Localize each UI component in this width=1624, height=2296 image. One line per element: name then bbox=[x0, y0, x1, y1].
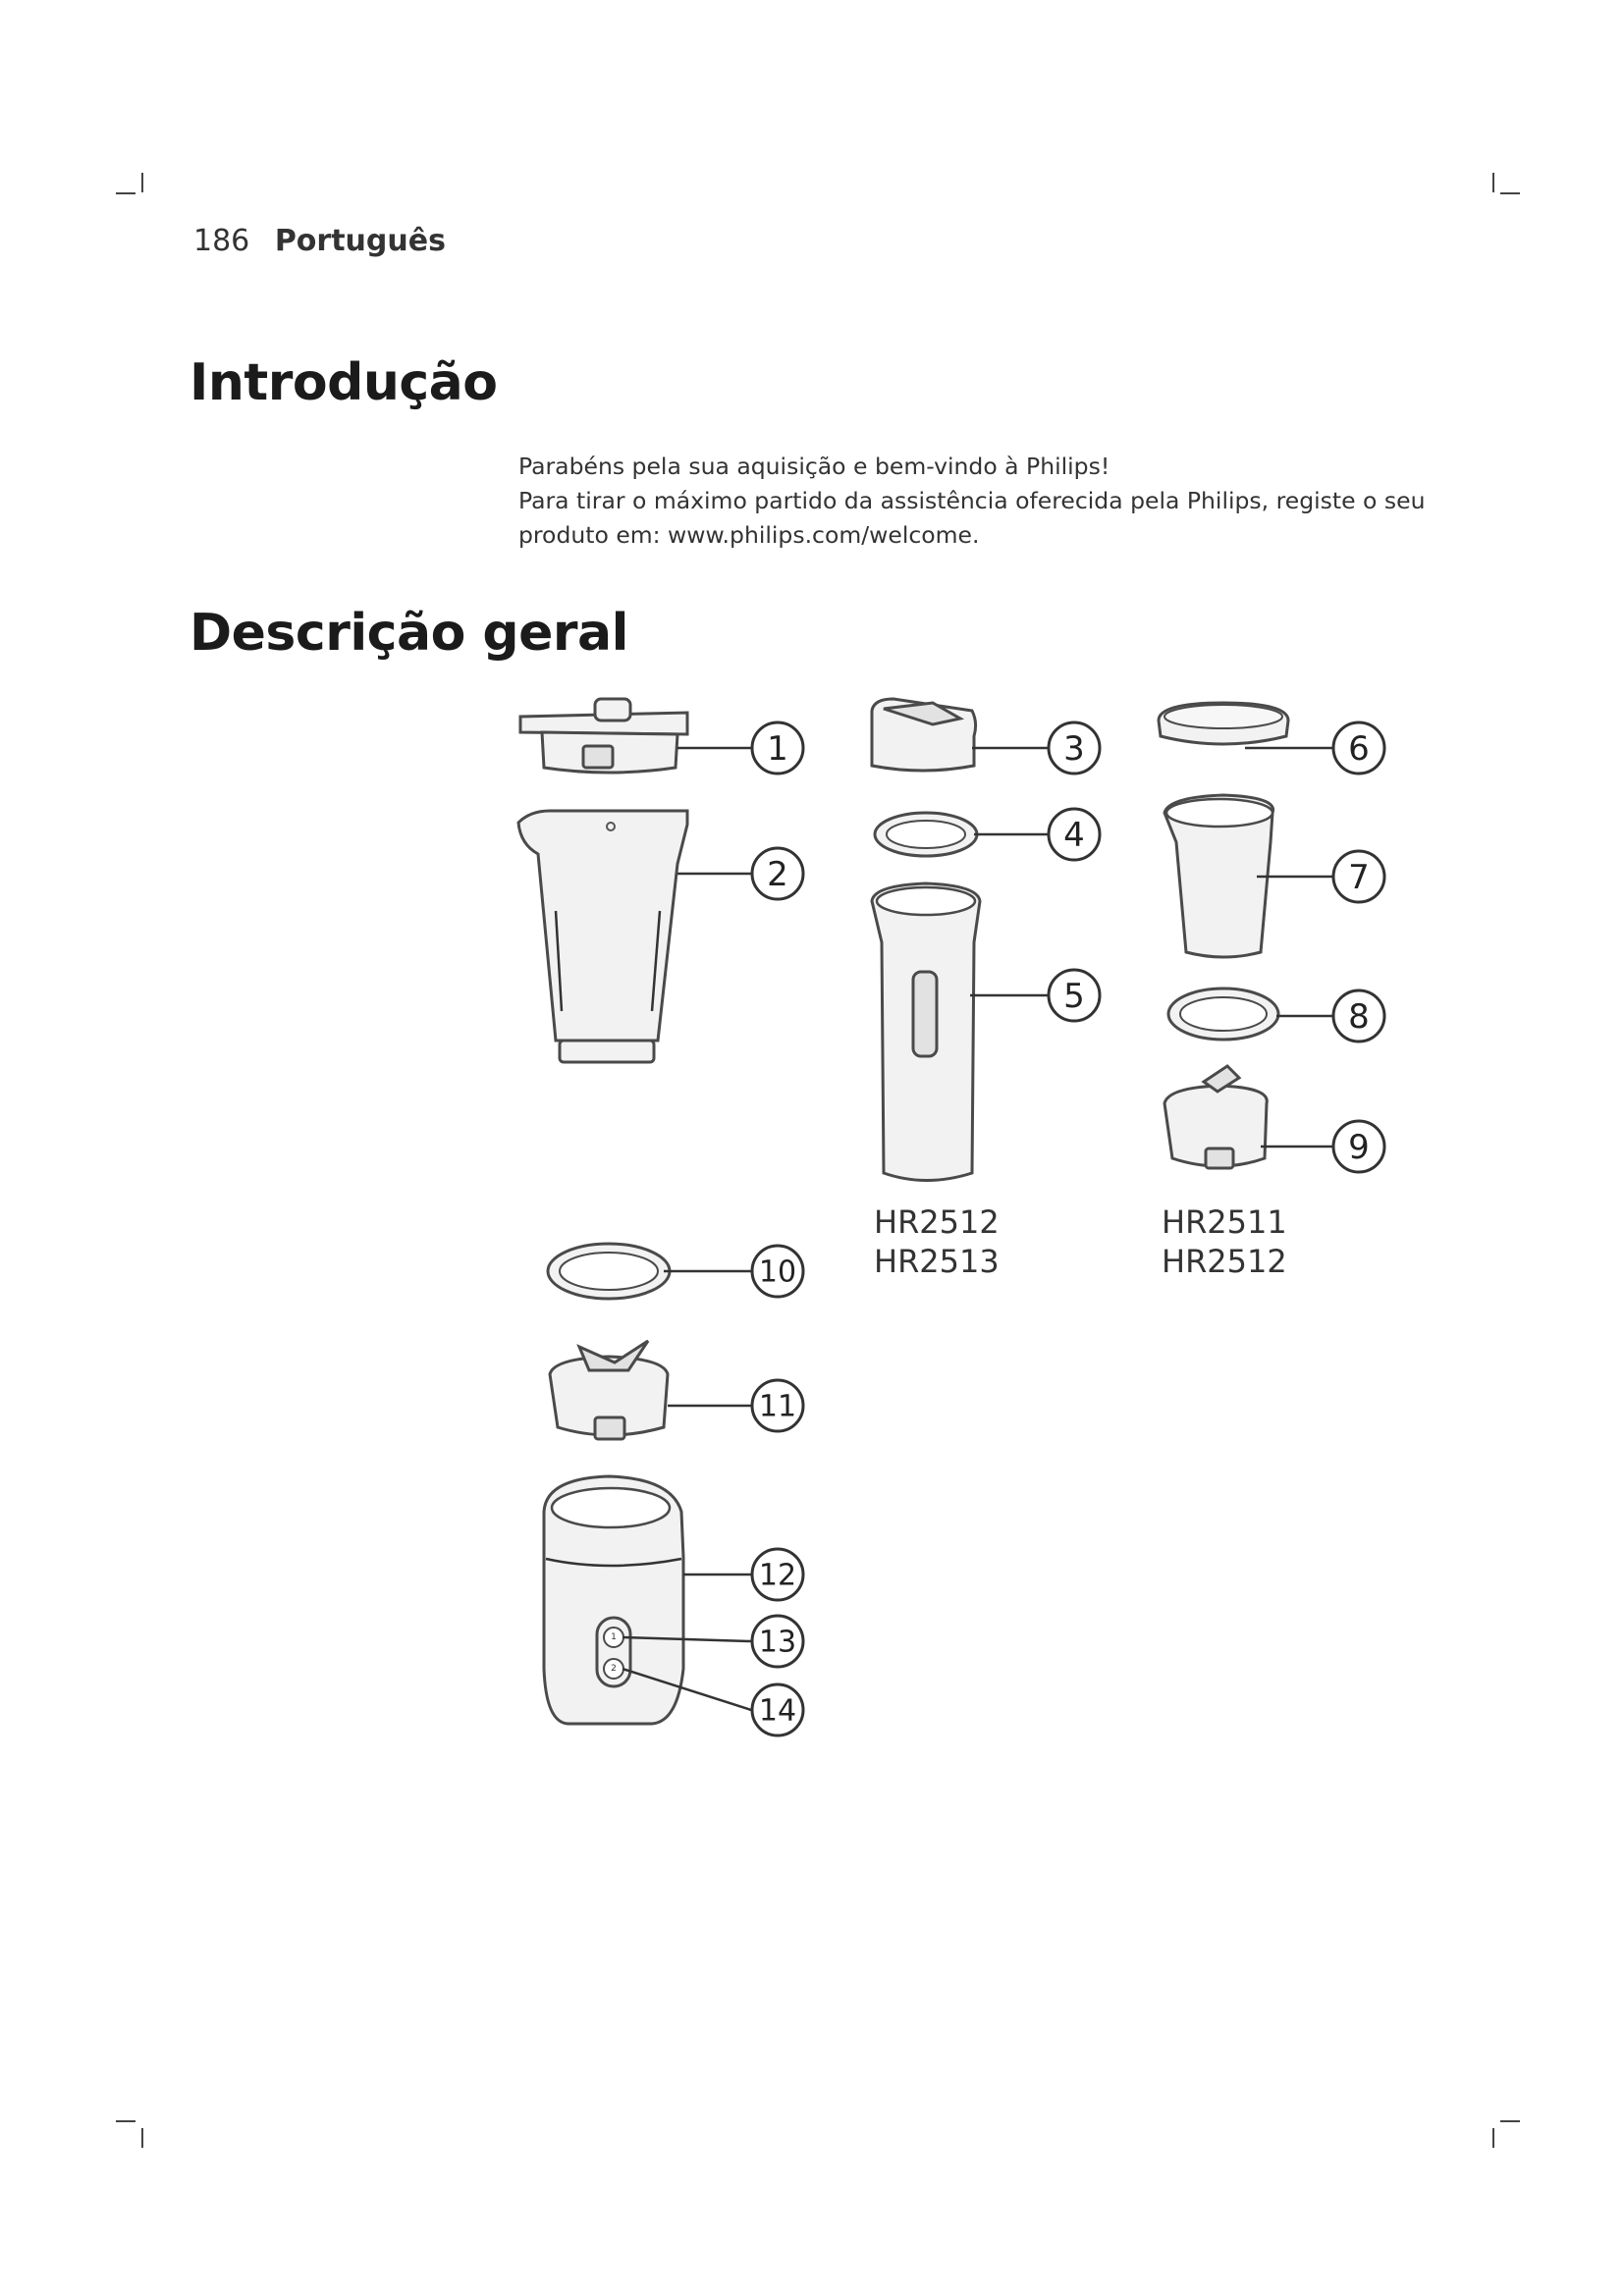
callout-11 bbox=[752, 1380, 803, 1431]
jar-lid-illustration bbox=[520, 699, 687, 773]
svg-text:14: 14 bbox=[758, 1693, 797, 1729]
motor-unit-illustration bbox=[544, 1476, 683, 1724]
small-lid-illustration bbox=[1159, 703, 1288, 744]
callout-12 bbox=[752, 1549, 803, 1600]
blade-unit-illustration bbox=[550, 1341, 668, 1439]
intro-paragraph-2: Para tirar o máximo partido da assistência oferecida pela Philips, registe o seu produto em: www.philips.com/welcome. bbox=[518, 487, 1426, 549]
svg-text:3: 3 bbox=[1063, 729, 1085, 769]
model-list-b bbox=[1162, 1202, 1287, 1281]
callout-1 bbox=[752, 722, 803, 774]
svg-text:8: 8 bbox=[1348, 997, 1370, 1037]
speed-1-label: 1 bbox=[611, 1632, 617, 1642]
svg-text:9: 9 bbox=[1348, 1128, 1370, 1167]
callout-13 bbox=[752, 1616, 803, 1667]
model-label: HR2513 bbox=[874, 1243, 1000, 1280]
callout-7 bbox=[1333, 851, 1384, 902]
svg-text:5: 5 bbox=[1063, 977, 1085, 1016]
svg-text:7: 7 bbox=[1348, 858, 1370, 897]
overview-heading: Descrição geral bbox=[189, 604, 628, 663]
callout-6 bbox=[1333, 722, 1384, 774]
model-label: HR2511 bbox=[1162, 1203, 1287, 1241]
language-label: Português bbox=[274, 224, 446, 258]
to-go-bottle-illustration bbox=[872, 883, 980, 1181]
svg-text:13: 13 bbox=[758, 1625, 797, 1660]
callout-9 bbox=[1333, 1121, 1384, 1172]
svg-text:4: 4 bbox=[1063, 816, 1085, 855]
svg-text:10: 10 bbox=[758, 1255, 797, 1290]
callout-14 bbox=[752, 1684, 803, 1735]
svg-text:6: 6 bbox=[1348, 729, 1370, 769]
milling-blade-illustration bbox=[1164, 1066, 1267, 1168]
model-list-a bbox=[874, 1202, 1000, 1281]
svg-text:12: 12 bbox=[758, 1558, 797, 1593]
callout-4 bbox=[1049, 809, 1100, 860]
callout-5 bbox=[1049, 970, 1100, 1021]
speed-2-label: 2 bbox=[611, 1664, 617, 1674]
callout-10 bbox=[752, 1246, 803, 1297]
blender-jar-illustration bbox=[518, 811, 687, 1062]
callout-3 bbox=[1049, 722, 1100, 774]
page-number: 186 bbox=[193, 224, 250, 258]
callout-8 bbox=[1333, 990, 1384, 1041]
intro-heading: Introdução bbox=[189, 353, 498, 412]
small-cup-illustration bbox=[1164, 795, 1273, 957]
model-label: HR2512 bbox=[874, 1203, 1000, 1241]
intro-paragraph-1: Parabéns pela sua aquisição e bem-vindo à Philips! bbox=[518, 453, 1110, 480]
model-label: HR2512 bbox=[1162, 1243, 1287, 1280]
callout-2 bbox=[752, 848, 803, 899]
svg-text:2: 2 bbox=[767, 855, 788, 894]
svg-text:1: 1 bbox=[767, 729, 788, 769]
to-go-lid-illustration bbox=[872, 699, 976, 771]
svg-text:11: 11 bbox=[758, 1389, 797, 1424]
